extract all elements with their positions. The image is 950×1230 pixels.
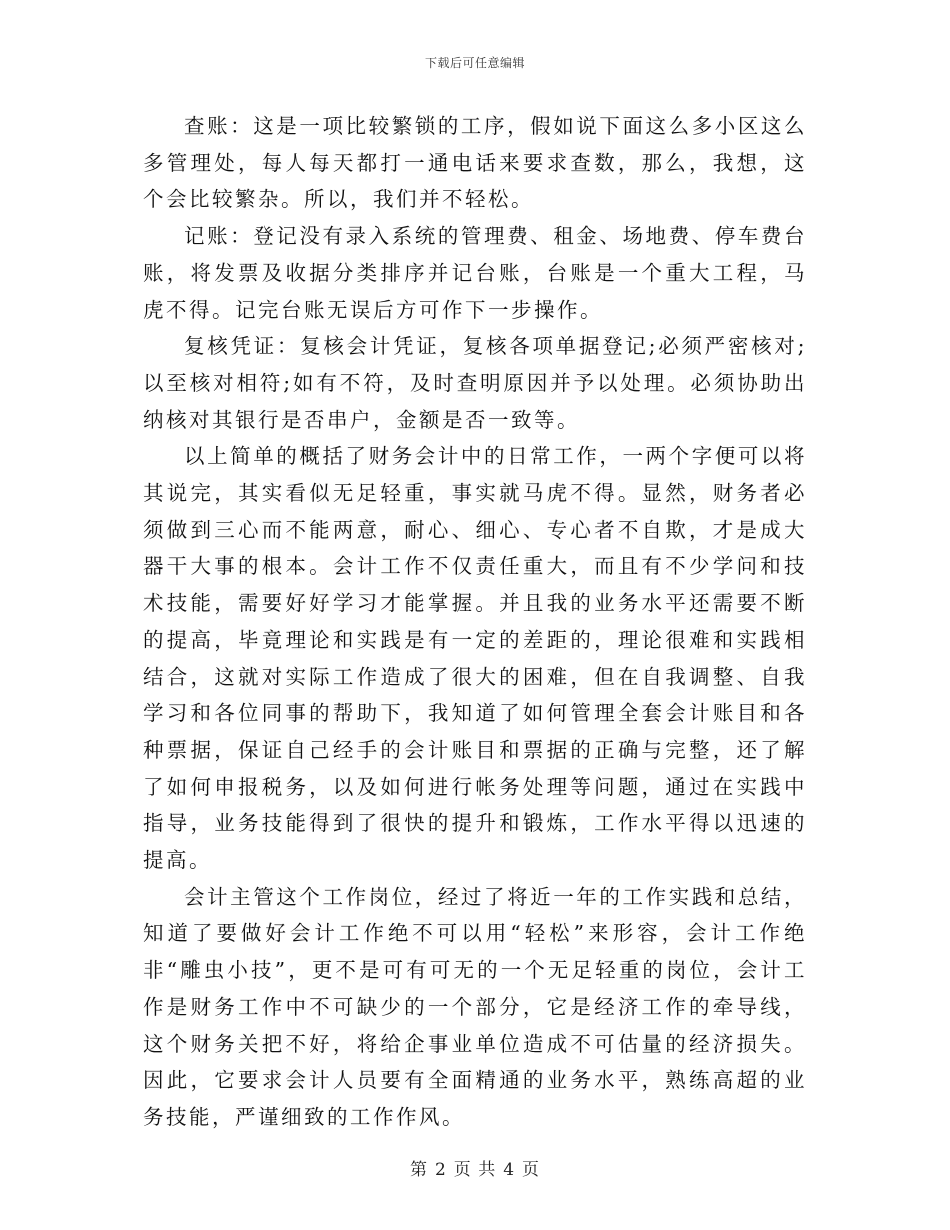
- paragraph-review-vouchers: 复核凭证：复核会计凭证，复核各项单据登记;必须严密核对;以至核对相符;如有不符，及时查明原因并予以处理。必须协助出纳核对其银行是否串户，金额是否一致等。: [143, 334, 807, 432]
- paragraph-daily-work-summary: 以上简单的概括了财务会计中的日常工作，一两个字便可以将其说完，其实看似无足轻重，事实就马虎不得。显然，财务者必须做到三心而不能两意，耐心、细心、专心者不自欺，才是成大器干大事的根本。会计工作不仅责任重大，而且有不少学问和技术技能，需要好好学习才能掌握。并且我的业务水平还需要不断的提高，毕竟理论和实践是有一定的差距的，理论很难和实践相结合，这就对实际工作造成了很大的困难，但在自我调整、自我学习和各位同事的帮助下，我知道了如何管理全套会计账目和各种票据，保证自己经手的会计账目和票据的正确与完整，还了解了如何申报税务，以及如何进行帐务处理等问题，通过在实践中指导，业务技能得到了很快的提升和锻炼，工作水平得以迅速的提高。: [143, 444, 807, 873]
- footer-middle: 页 共: [453, 1160, 497, 1180]
- footer-prefix: 第: [409, 1160, 428, 1180]
- current-page-number: 2: [434, 1160, 447, 1180]
- paragraph-accounting-supervisor: 会计主管这个工作岗位，经过了将近一年的工作实践和总结，知道了要做好会计工作绝不可以用“轻松”来形容，会计工作绝非“雕虫小技”，更不是可有可无的一个无足轻重的岗位，会计工作是财务工作中不可缺少的一个部分，它是经济工作的牵导线，这个财务关把不好，将给企事业单位造成不可估量的经济损失。因此，它要求会计人员要有全面精通的业务水平，熟练高超的业务技能，严谨细致的工作作风。: [143, 884, 807, 1129]
- page-header-note: 下载后可任意编辑: [424, 56, 525, 70]
- page-number-footer: [0, 1155, 950, 1180]
- total-page-count: 4: [503, 1160, 516, 1180]
- document-body: [143, 108, 807, 1136]
- paragraph-record-accounts: 记账：登记没有录入系统的管理费、租金、场地费、停车费台账，将发票及收据分类排序并记台账，台账是一个重大工程，马虎不得。记完台账无误后方可作下一步操作。: [143, 224, 807, 322]
- footer-suffix: 页: [522, 1160, 541, 1180]
- paragraph-check-accounts: 查账：这是一项比较繁锁的工序，假如说下面这么多小区这么多管理处，每人每天都打一通电话来要求查数，那么，我想，这个会比较繁杂。所以，我们并不轻松。: [143, 114, 807, 212]
